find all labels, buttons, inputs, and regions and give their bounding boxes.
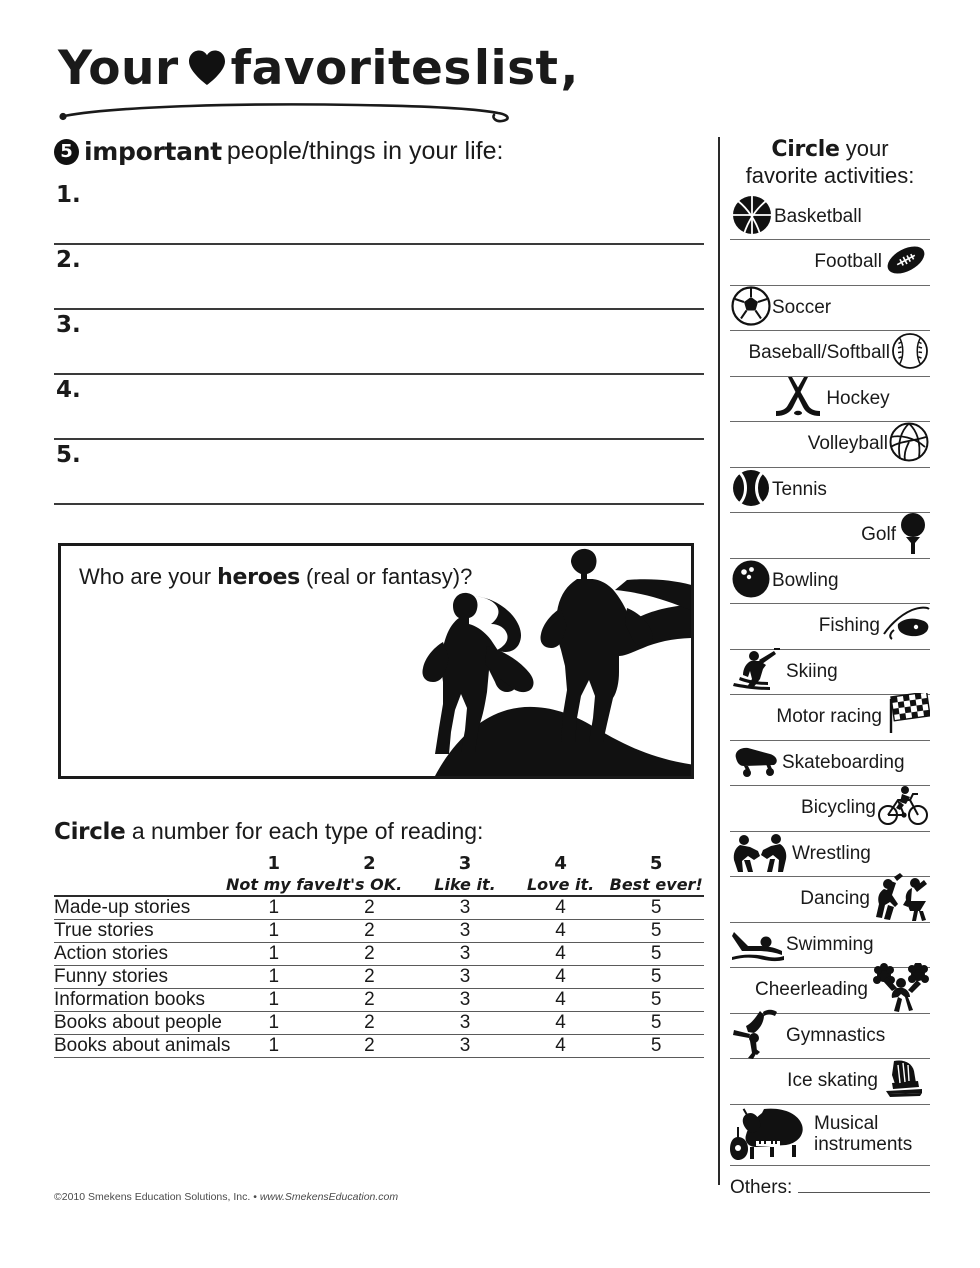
rating-option[interactable]: 1 [268,965,280,987]
others-label: Others: [730,1176,793,1198]
scale-header-5 [608,853,704,896]
list-item[interactable] [54,310,704,375]
golf-ball-tee-icon [896,509,930,562]
rating-option[interactable]: 1 [268,988,280,1010]
rating-option[interactable]: 2 [364,919,375,941]
list-item[interactable] [54,375,704,440]
rating-option[interactable]: 4 [555,1011,566,1033]
list-item[interactable] [54,245,704,310]
activity-label: Wrestling [792,842,871,864]
list-item[interactable] [54,180,704,245]
soccer-ball-icon [730,285,772,332]
title-word-favorites: favorites [230,41,472,96]
activity-label: Tennis [772,478,827,500]
rating-option[interactable]: 2 [364,896,375,918]
others-field[interactable] [730,1174,930,1199]
activity-label: Cheerleading [754,979,868,1001]
heroes-question-prefix: Who are your [79,564,218,589]
activity-label: Golf [861,524,896,546]
scale-desc: It's OK. [336,874,403,894]
activity-label: Skateboarding [782,751,905,773]
copyright-footer [54,1191,398,1203]
activity-label: Dancing [800,888,870,910]
activity-volleyball[interactable] [730,422,930,468]
title-word-your: Your [58,41,179,96]
activity-label: Basketball [774,205,862,227]
reading-rating-table [54,853,704,1058]
activity-label: Ice skating [787,1070,878,1092]
rating-option[interactable]: 5 [650,965,662,987]
rating-option[interactable]: 2 [364,988,375,1010]
hockey-sticks-icon [770,375,826,424]
rating-option[interactable]: 4 [555,988,566,1010]
activity-label: Musical instruments [814,1113,913,1155]
scale-header-3 [417,853,513,896]
activity-motor-racing[interactable] [730,695,930,741]
website-link[interactable]: www.SmekensEducation.com [259,1191,399,1203]
activity-bowling[interactable] [730,559,930,605]
activity-label: Skiing [786,660,838,682]
skier-icon [730,647,786,698]
list-item-number: 2. [56,246,81,273]
sidebar-heading [730,136,930,189]
activity-gymnastics[interactable] [730,1014,930,1060]
activity-tennis[interactable] [730,468,930,514]
rating-option[interactable]: 4 [555,965,566,987]
rating-option[interactable]: 3 [459,965,471,987]
footer-separator: • [253,1191,257,1203]
activity-label: Football [814,251,882,273]
rating-option[interactable]: 3 [459,896,471,918]
tennis-ball-icon [730,467,772,514]
activity-fishing[interactable] [730,604,930,650]
sidebar-divider [718,137,720,1185]
row-label: Made-up stories [54,896,191,918]
row-label: Action stories [54,942,169,964]
heroes-question [79,564,472,590]
row-label: True stories [54,919,154,941]
activity-skateboarding[interactable] [730,741,930,787]
wrestlers-icon [730,830,792,879]
heroes-answer-box[interactable] [58,543,694,779]
page-title-text [58,41,579,96]
sidebar-bold-word: Circle [771,137,840,162]
football-icon [882,238,930,287]
activity-baseball[interactable] [730,331,930,377]
rating-option[interactable]: 4 [555,1034,566,1056]
table-row [54,988,704,1011]
important-people-section [54,138,704,505]
scale-header-4 [513,853,609,896]
scale-desc: Best ever! [609,874,703,894]
rating-option[interactable]: 5 [650,896,662,918]
scale-number: 5 [649,853,663,874]
rating-option[interactable]: 1 [268,942,280,964]
scale-header-1 [226,853,342,896]
table-row [54,965,704,988]
activity-label: Soccer [772,296,832,318]
heroes-question-suffix: (real or fantasy)? [299,564,473,589]
swimmer-icon [730,924,786,967]
rating-option[interactable]: 2 [364,1011,375,1033]
activity-ice-skating[interactable] [730,1059,930,1105]
reading-bold-word: Circle [54,819,126,845]
title-comma: , [560,41,579,96]
baseball-icon [890,331,930,376]
scale-number: 4 [554,853,567,874]
table-row [54,896,704,920]
rating-option[interactable]: 5 [650,1034,662,1056]
rating-option[interactable]: 3 [459,988,471,1010]
cheerleaders-icon [868,963,930,1018]
activity-bicycling[interactable] [730,786,930,832]
table-row [54,942,704,965]
table-corner-cell [54,853,226,896]
count-badge: 5 [54,139,79,165]
rating-option[interactable]: 4 [555,919,566,941]
rating-option[interactable]: 1 [268,1034,280,1056]
activity-label: Swimming [786,933,874,955]
bowling-ball-icon [730,558,772,605]
activity-musical-instruments[interactable] [730,1105,930,1166]
activity-golf[interactable] [730,513,930,559]
table-row [54,1034,704,1057]
row-label: Information books [54,988,206,1010]
sidebar-heading-line2: favorite activities: [745,162,915,188]
rating-option[interactable]: 1 [268,1011,280,1033]
scale-desc: Like it. [434,874,496,894]
activity-label: Motor racing [776,706,882,728]
rating-option[interactable]: 5 [650,919,662,941]
title-underline-swoosh [58,96,528,124]
dancers-icon [870,871,930,928]
rating-option[interactable]: 3 [459,1011,471,1033]
page-title [58,41,579,124]
row-label: Books about people [54,1011,222,1033]
rating-option[interactable]: 3 [459,1034,471,1056]
list-item-number: 3. [56,311,81,338]
rating-option[interactable]: 4 [555,896,566,918]
row-label: Funny stories [54,965,169,987]
important-heading [54,138,704,166]
activities-sidebar [730,136,930,1199]
scale-number: 1 [267,853,281,874]
table-row [54,919,704,942]
rating-option[interactable]: 3 [459,919,471,941]
activity-soccer[interactable] [730,286,930,332]
reading-heading-rest: a number for each type of reading: [131,818,484,844]
bicycle-icon [876,784,930,833]
row-label: Books about animals [54,1034,231,1056]
numbered-answer-list [54,180,704,505]
rating-option[interactable]: 5 [650,988,662,1010]
activity-skiing[interactable] [730,650,930,696]
activity-label: Volleyball [807,433,888,455]
ice-skate-icon [878,1057,930,1106]
rating-option[interactable]: 2 [364,1034,375,1056]
activity-label: Bicycling [801,797,876,819]
activity-basketball[interactable] [730,195,930,241]
rating-option[interactable]: 4 [555,942,566,964]
musical-instruments-icon [730,1103,814,1166]
activity-football[interactable] [730,240,930,286]
activity-hockey[interactable] [730,377,930,423]
activity-label: Baseball/Softball [748,342,890,364]
scale-desc: Love it. [526,874,595,894]
table-header-row [54,853,704,896]
list-item[interactable] [54,440,704,505]
reading-rating-section [54,818,704,1058]
rating-option[interactable]: 5 [650,942,662,964]
reading-heading [54,818,704,845]
sidebar-heading-rest: your [845,136,889,161]
heroes-bold-word: heroes [217,565,300,590]
activity-label: Bowling [772,569,839,591]
checkered-flag-icon [882,693,930,742]
skateboard-icon [730,742,782,785]
rating-option[interactable]: 5 [650,1011,662,1033]
list-item-number: 1. [56,181,81,208]
others-write-line[interactable] [798,1174,930,1193]
basketball-icon [730,193,774,242]
table-row [54,1011,704,1034]
rating-option[interactable]: 3 [459,942,471,964]
list-item-number: 5. [56,441,81,468]
activity-label: Hockey [826,387,890,409]
gymnast-icon [730,1008,786,1065]
heart-icon [187,48,227,88]
rating-option[interactable]: 1 [268,896,280,918]
rating-option[interactable]: 2 [364,942,375,964]
activity-swimming[interactable] [730,923,930,969]
scale-desc: Not my fave. [226,874,342,894]
important-bold-word: important [84,137,222,166]
copyright-text: ©2010 Smekens Education Solutions, Inc. [54,1191,251,1203]
activity-dancing[interactable] [730,877,930,923]
scale-number: 2 [363,853,376,874]
activity-label: Fishing [818,615,880,637]
fishing-lure-icon [880,604,930,649]
volleyball-icon [888,421,930,468]
activity-label: Gymnastics [786,1024,886,1046]
rating-option[interactable]: 1 [268,919,280,941]
list-item-number: 4. [56,376,81,403]
scale-number: 3 [458,853,472,874]
important-heading-rest: people/things in your life: [226,137,504,165]
rating-option[interactable]: 2 [364,965,375,987]
title-word-list: list [473,41,559,96]
